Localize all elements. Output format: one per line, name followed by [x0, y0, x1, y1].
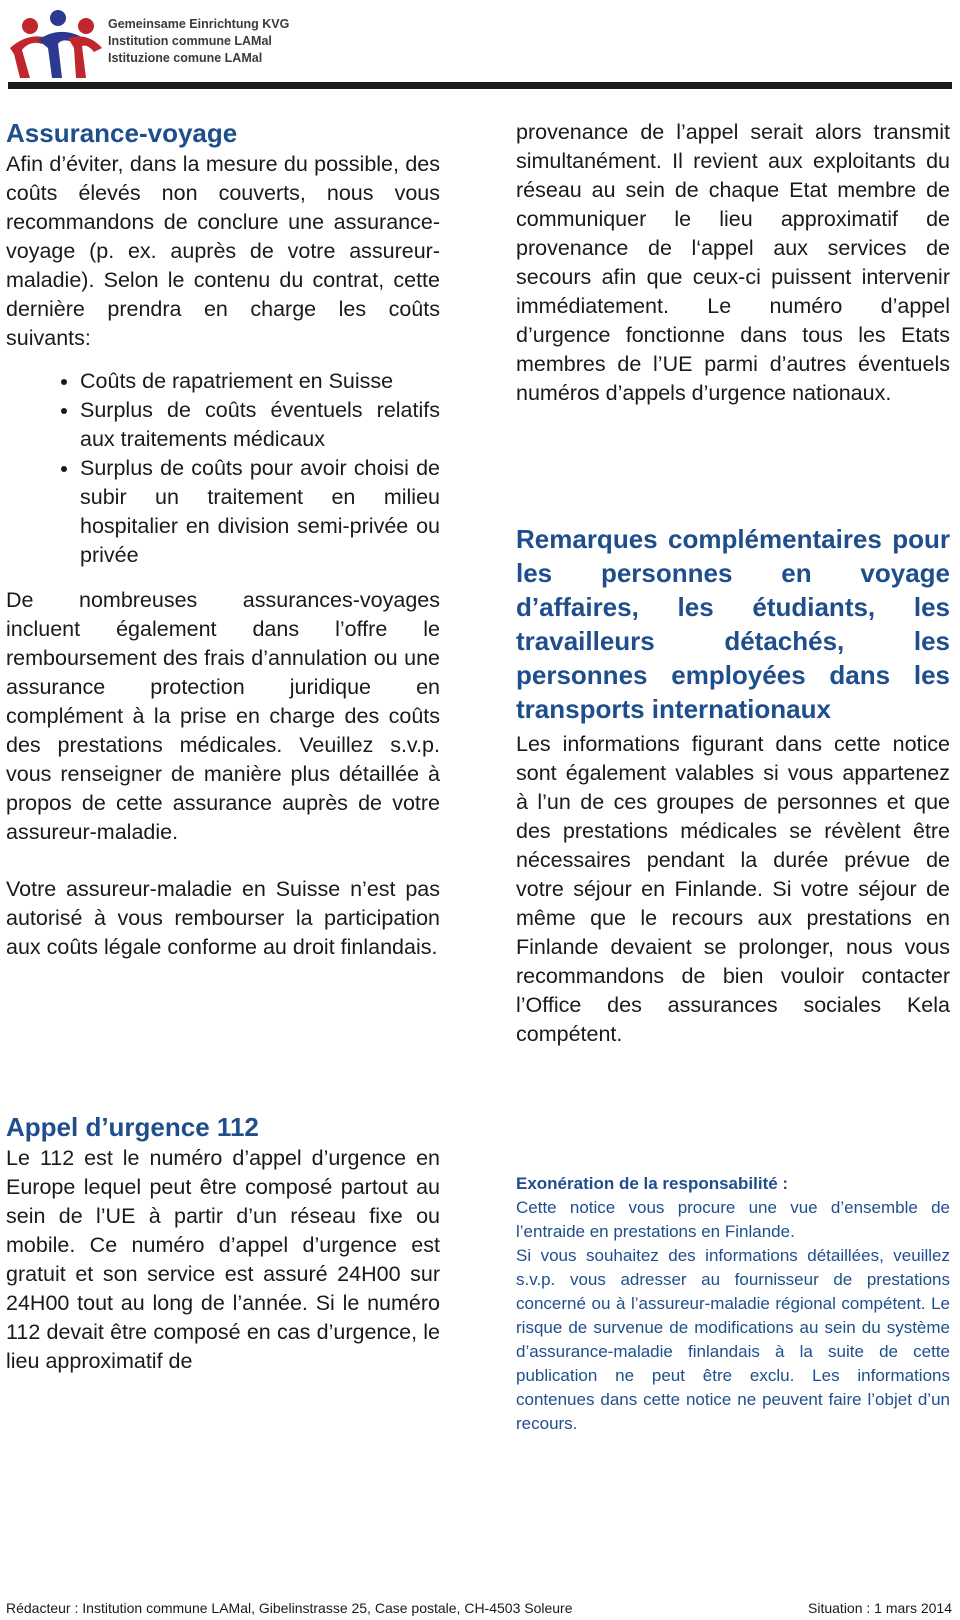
travel-insurance-intro: Afin d’éviter, dans la mesure du possible, des coûts élevés non couverts, nous vous recommandons de conclure une assurance-voyage (p. ex. auprès de votre assureur-maladie). Selon le contenu du contrat, cette dernière prendra en charge les coûts suivants: — [6, 152, 440, 350]
remarks-section — [516, 522, 950, 1049]
travel-insurance-paragraph-3: Votre assureur-maladie en Suisse n’est pas autorisé à vous rembourser la participation aux coûts légale conforme au droit finlandais. — [6, 877, 440, 959]
org-name-de: Gemeinsame Einrichtung KVG — [108, 17, 290, 31]
travel-insurance-paragraph-2: De nombreuses assurances-voyages incluent également dans l’offre le remboursement des frais d’annulation ou une assurance protection juridique en complément à la prise en charge des coûts des prestations médicales. Veuillez s.v.p. vous renseigner de manière plus détaillée à propos de cette assurance auprès de votre assureur-maladie. — [6, 588, 440, 844]
disclaimer-section — [516, 1172, 950, 1436]
travel-insurance-bullets — [6, 367, 440, 570]
disclaimer-line-2: Si vous souhaitez des informations détaillées, veuillez s.v.p. vous adresser au fournisseur de prestations concerné ou à l’assureur-maladie régional compétent. Le risque de survenue de modifications au sein du système d’assurance-maladie finlandais à la suite de cette publication ne peut être exclu. Les informations contenues dans cette notice ne peuvent faire l’objet d’un recours. — [516, 1246, 950, 1433]
organisation-names — [108, 16, 289, 67]
travel-insurance-heading: Assurance-voyage — [6, 118, 238, 148]
bullet-item: • Coûts de rapatriement en Suisse — [80, 367, 440, 396]
bullet-item: • Surplus de coûts pour avoir choisi de subir un traitement en milieu hospitalier en division semi-privée ou privée — [80, 454, 440, 570]
emergency-paragraph-continued: provenance de l’appel serait alors transmit simultanément. Il revient aux exploitants du réseau au sein de chaque Etat membre de communiquer le lieu approximatif de provenance de l‘appel aux services de secours afin que ceux-ci puissent intervenir immédiatement. Le numéro d’appel d’urgence fonctionne dans tous les Etats membres de l’UE parmi d’autres éventuels numéros d’appels d’urgence nationaux. — [516, 120, 950, 405]
travel-insurance-section — [6, 116, 440, 962]
kvg-logo-icon — [8, 8, 104, 80]
disclaimer-line-1: Cette notice vous procure une vue d’ensemble de l’entraide en prestations en Finlande. — [516, 1198, 950, 1241]
remarks-heading: Remarques complémentaires pour les personnes en voyage d’affaires, les étudiants, les travailleurs détachés, les personnes employées dans les transports internationaux — [516, 524, 950, 724]
disclaimer-title: Exonération de la responsabilité : — [516, 1174, 789, 1193]
emergency-continuation — [516, 118, 950, 408]
footer-editor: Rédacteur : Institution commune LAMal, Gibelinstrasse 25, Case postale, CH-4503 Soleure — [6, 1600, 573, 1616]
bullet-item: • Surplus de coûts éventuels relatifs aux traitements médicaux — [80, 396, 440, 454]
emergency-section — [6, 1110, 440, 1376]
emergency-heading: Appel d’urgence 112 — [6, 1112, 259, 1142]
org-name-fr: Institution commune LAMal — [108, 34, 272, 48]
remarks-paragraph: Les informations figurant dans cette notice sont également valables si vous appartenez à l’un de ces groupes de personnes et que des prestations médicales se révèlent être nécessaires pendant la durée prévue de votre séjour en Finlande. Si votre séjour de même que le recours aux prestations en Finlande devaient se prolonger, nous vous recommandons de bien vouloir contacter l’Office des assurances sociales Kela compétent. — [516, 732, 950, 1046]
org-name-it: Istituzione comune LAMal — [108, 51, 263, 65]
header-rule — [8, 82, 952, 89]
footer-situation: Situation : 1 mars 2014 — [808, 1600, 952, 1616]
emergency-paragraph: Le 112 est le numéro d’appel d’urgence en Europe lequel peut être composé partout au sein de l’UE à partir d’un réseau fixe ou mobile. Ce numéro d’appel d’urgence est gratuit et son service est assuré 24H00 sur 24H00 tout au long de l’année. Si le numéro 112 devait être composé en cas d’urgence, le lieu approximatif de — [6, 1146, 440, 1373]
